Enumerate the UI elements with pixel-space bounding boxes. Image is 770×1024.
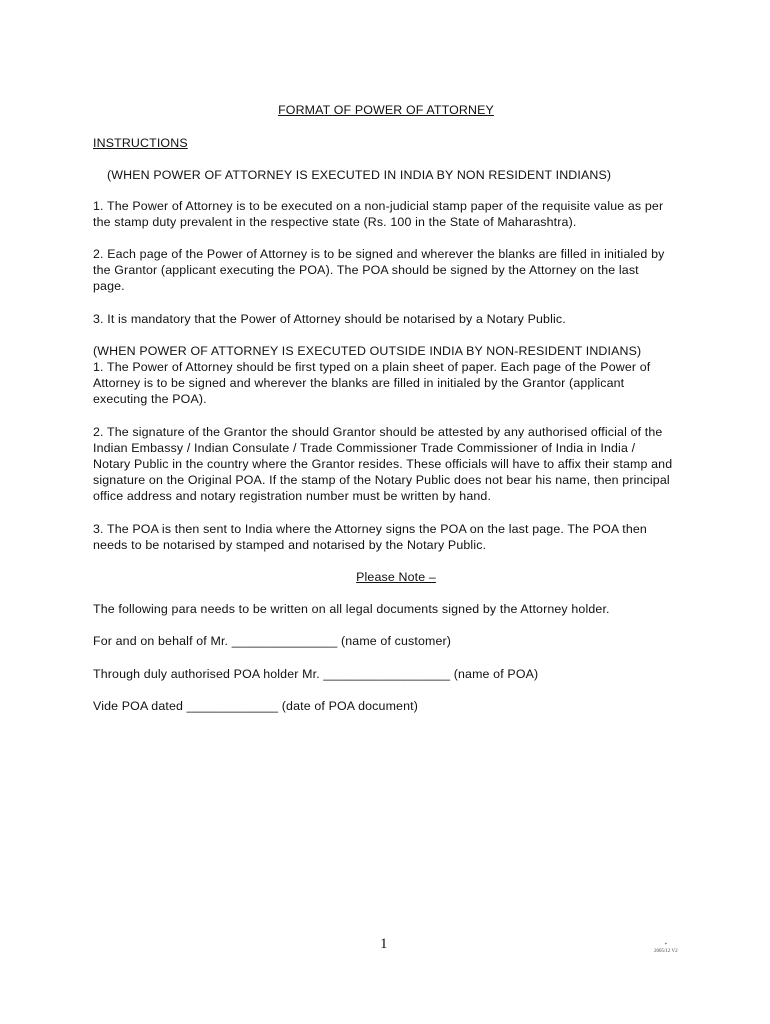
line-vide-poa-dated: Vide POA dated _____________ (date of POA document) (93, 698, 418, 713)
line-through-poa-holder: Through duly authorised POA holder Mr. __________________ (name of POA) (93, 666, 539, 681)
india-item-2: 2. Each page of the Power of Attorney is to be signed and wherever the blanks are filled in initialed by the Grantor (applicant executing the POA). The POA should be signed by the Attorney on the last page. (93, 247, 665, 294)
footer-code (654, 943, 678, 955)
footer-version: 2005/12 V2 (654, 949, 678, 954)
section-outside-heading: (WHEN POWER OF ATTORNEY IS EXECUTED OUTSIDE INDIA BY NON-RESIDENT INDIANS) (93, 343, 642, 358)
outside-item-3: 3. The POA is then sent to India where the Attorney signs the POA on the last page. The POA then needs to be notarised by stamped and notarised by the Notary Public. (93, 521, 647, 552)
footer-mark: * (664, 943, 668, 948)
section-india-heading: (WHEN POWER OF ATTORNEY IS EXECUTED IN INDIA BY NON RESIDENT INDIANS) (107, 168, 612, 183)
document-title: FORMAT OF POWER OF ATTORNEY (278, 103, 494, 117)
note-intro: The following para needs to be written on all legal documents signed by the Attorney holder. (93, 602, 610, 617)
please-note-heading: Please Note – (356, 570, 436, 585)
instructions-heading: INSTRUCTIONS (93, 136, 188, 151)
line-on-behalf: For and on behalf of Mr. _______________ (name of customer) (93, 634, 452, 649)
outside-item-1: 1. The Power of Attorney should be first typed on a plain sheet of paper. Each page of the Power of Attorney is to be signed and wherever the blanks are filled in initialed by the Grantor (applicant executing the POA). (93, 360, 651, 407)
outside-item-2: 2. The signature of the Grantor the should Grantor should be attested by any authorised official of the Indian Embassy / Indian Consulate / Trade Commissioner Trade Commissioner of India in India / Notary Public in the country where the Grantor resides. These officials will have to affix their stamp and signature on the Original POA. If the stamp of the Notary Public does not bear his name, then principal office address and notary registration number must be written by hand. (93, 424, 673, 504)
india-item-3: 3. It is mandatory that the Power of Attorney should be notarised by a Notary Public. (93, 311, 566, 326)
document-body (93, 102, 673, 730)
page-number: 1 (380, 936, 388, 952)
india-item-1: 1. The Power of Attorney is to be executed on a non-judicial stamp paper of the requisite value as per the stamp duty prevalent in the respective state (Rs. 100 in the State of Maharashtra). (93, 198, 664, 229)
